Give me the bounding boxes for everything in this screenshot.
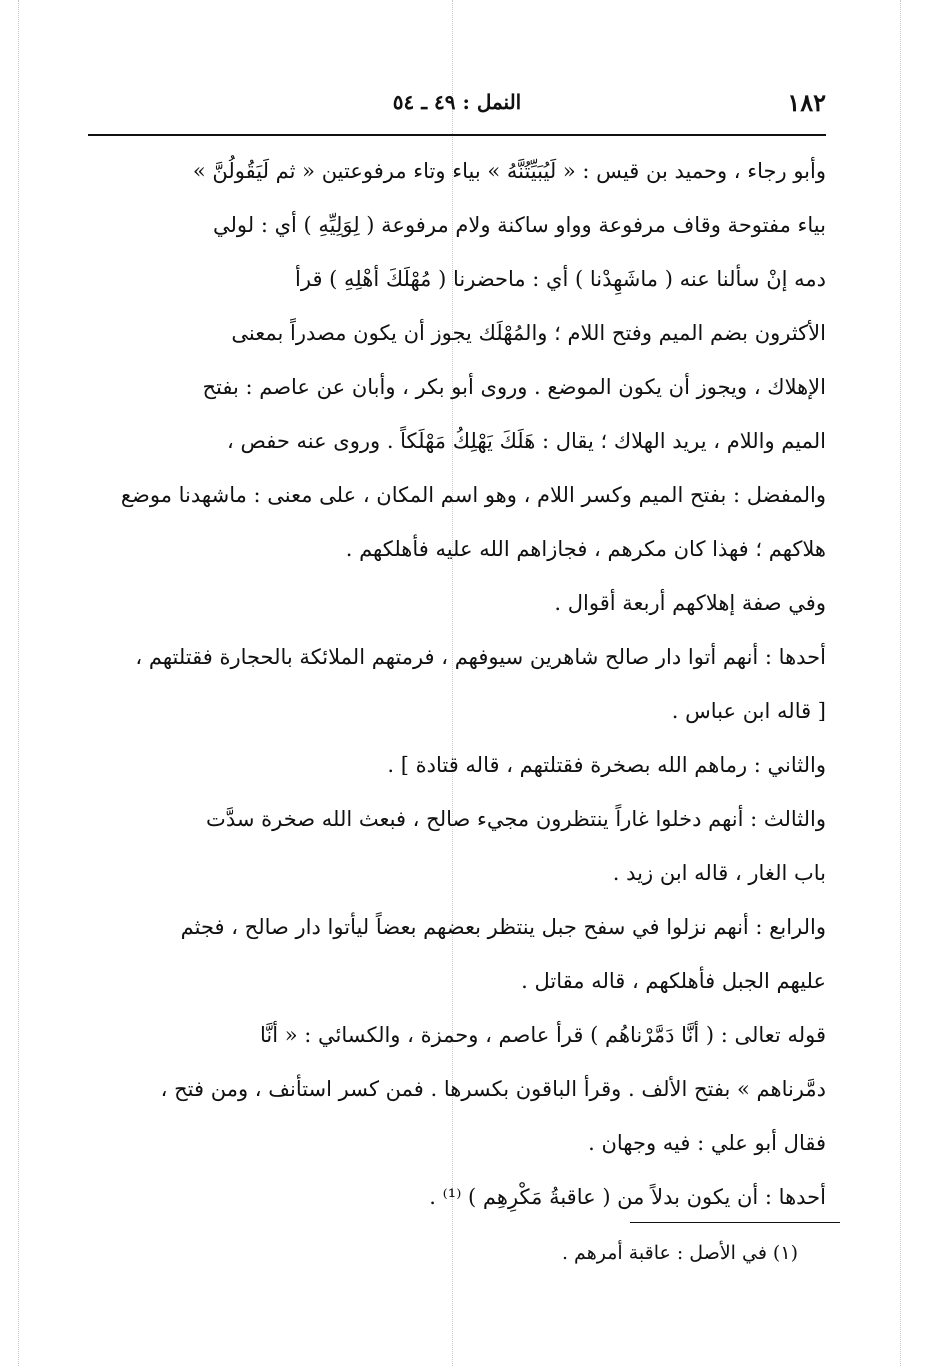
footnote: (١) في الأصل : عاقبة أمرهم . (561, 1242, 798, 1264)
text-line: أحدها : أنهم أتوا دار صالح شاهرين سيوفهم ، فرمتهم الملائكة بالحجارة فقتلتهم ، (135, 645, 826, 669)
text-line: [ قاله ابن عباس . (671, 699, 826, 723)
text-line: قوله تعالى : ( أنَّا دَمَّرْناهُم ) قرأ عاصم ، وحمزة ، والكسائي : « أنَّا (259, 1023, 826, 1047)
page-number: ١٨٢ (787, 88, 826, 117)
text-line: هلاكهم ؛ فهذا كان مكرهم ، فجازاهم الله عليه فأهلكهم . (345, 537, 826, 561)
body-text (88, 144, 826, 1224)
page-header (88, 88, 826, 120)
header-rule (88, 134, 826, 136)
text-line: والمفضل : بفتح الميم وكسر اللام ، وهو اسم المكان ، على معنى : ماشهدنا موضع (120, 483, 826, 507)
text-line: الميم واللام ، يريد الهلاك ؛ يقال : هَلَكَ يَهْلِكُ مَهْلَكاً . وروى عنه حفص ، (227, 429, 826, 453)
text-line: فقال أبو علي : فيه وجهان . (588, 1131, 826, 1155)
footnote-rule (630, 1222, 840, 1223)
text-line: والثاني : رماهم الله بصخرة فقتلتهم ، قاله قتادة ] . (387, 753, 826, 777)
text-line: وفي صفة إهلاكهم أربعة أقوال . (554, 591, 826, 615)
text-line: دمه إنْ سألنا عنه ( ماشَهِدْنا ) أي : ماحضرنا ( مُهْلَكَ أهْلِهِ ) قرأ (295, 267, 826, 291)
text-line: عليهم الجبل فأهلكهم ، قاله مقاتل . (521, 969, 826, 993)
scan-artifact (900, 0, 901, 1366)
text-line: أحدها : أن يكون بدلاً من ( عاقبةُ مَكْرِهِم ) ⁽¹⁾ . (429, 1185, 826, 1209)
running-title: النمل : ٤٩ ـ ٥٤ (392, 90, 522, 114)
text-line: دمَّرناهم » بفتح الألف . وقرأ الباقون بكسرها . فمن كسر استأنف ، ومن فتح ، (160, 1077, 826, 1101)
scan-artifact (18, 0, 19, 1366)
text-line: الأكثرون بضم الميم وفتح اللام ؛ والمُهْلَك يجوز أن يكون مصدراً بمعنى (231, 321, 826, 345)
text-line: الإهلاك ، ويجوز أن يكون الموضع . وروى أبو بكر ، وأبان عن عاصم : بفتح (202, 375, 826, 399)
text-line: وأبو رجاء ، وحميد بن قيس : « لَيُبَيِّتُنَّهُ » بياء وتاء مرفوعتين « ثم لَيَقُولُنَّ » (192, 159, 826, 183)
text-line: والرابع : أنهم نزلوا في سفح جبل ينتظر بعضهم بعضاً ليأتوا دار صالح ، فجثم (180, 915, 826, 939)
text-line: باب الغار ، قاله ابن زيد . (612, 861, 826, 885)
text-line: بياء مفتوحة وقاف مرفوعة وواو ساكنة ولام مرفوعة ( لِوَلِيِّهِ ) أي : لولي (213, 213, 826, 237)
text-line: والثالث : أنهم دخلوا غاراً ينتظرون مجيء صالح ، فبعث الله صخرة سدَّت (206, 807, 826, 831)
